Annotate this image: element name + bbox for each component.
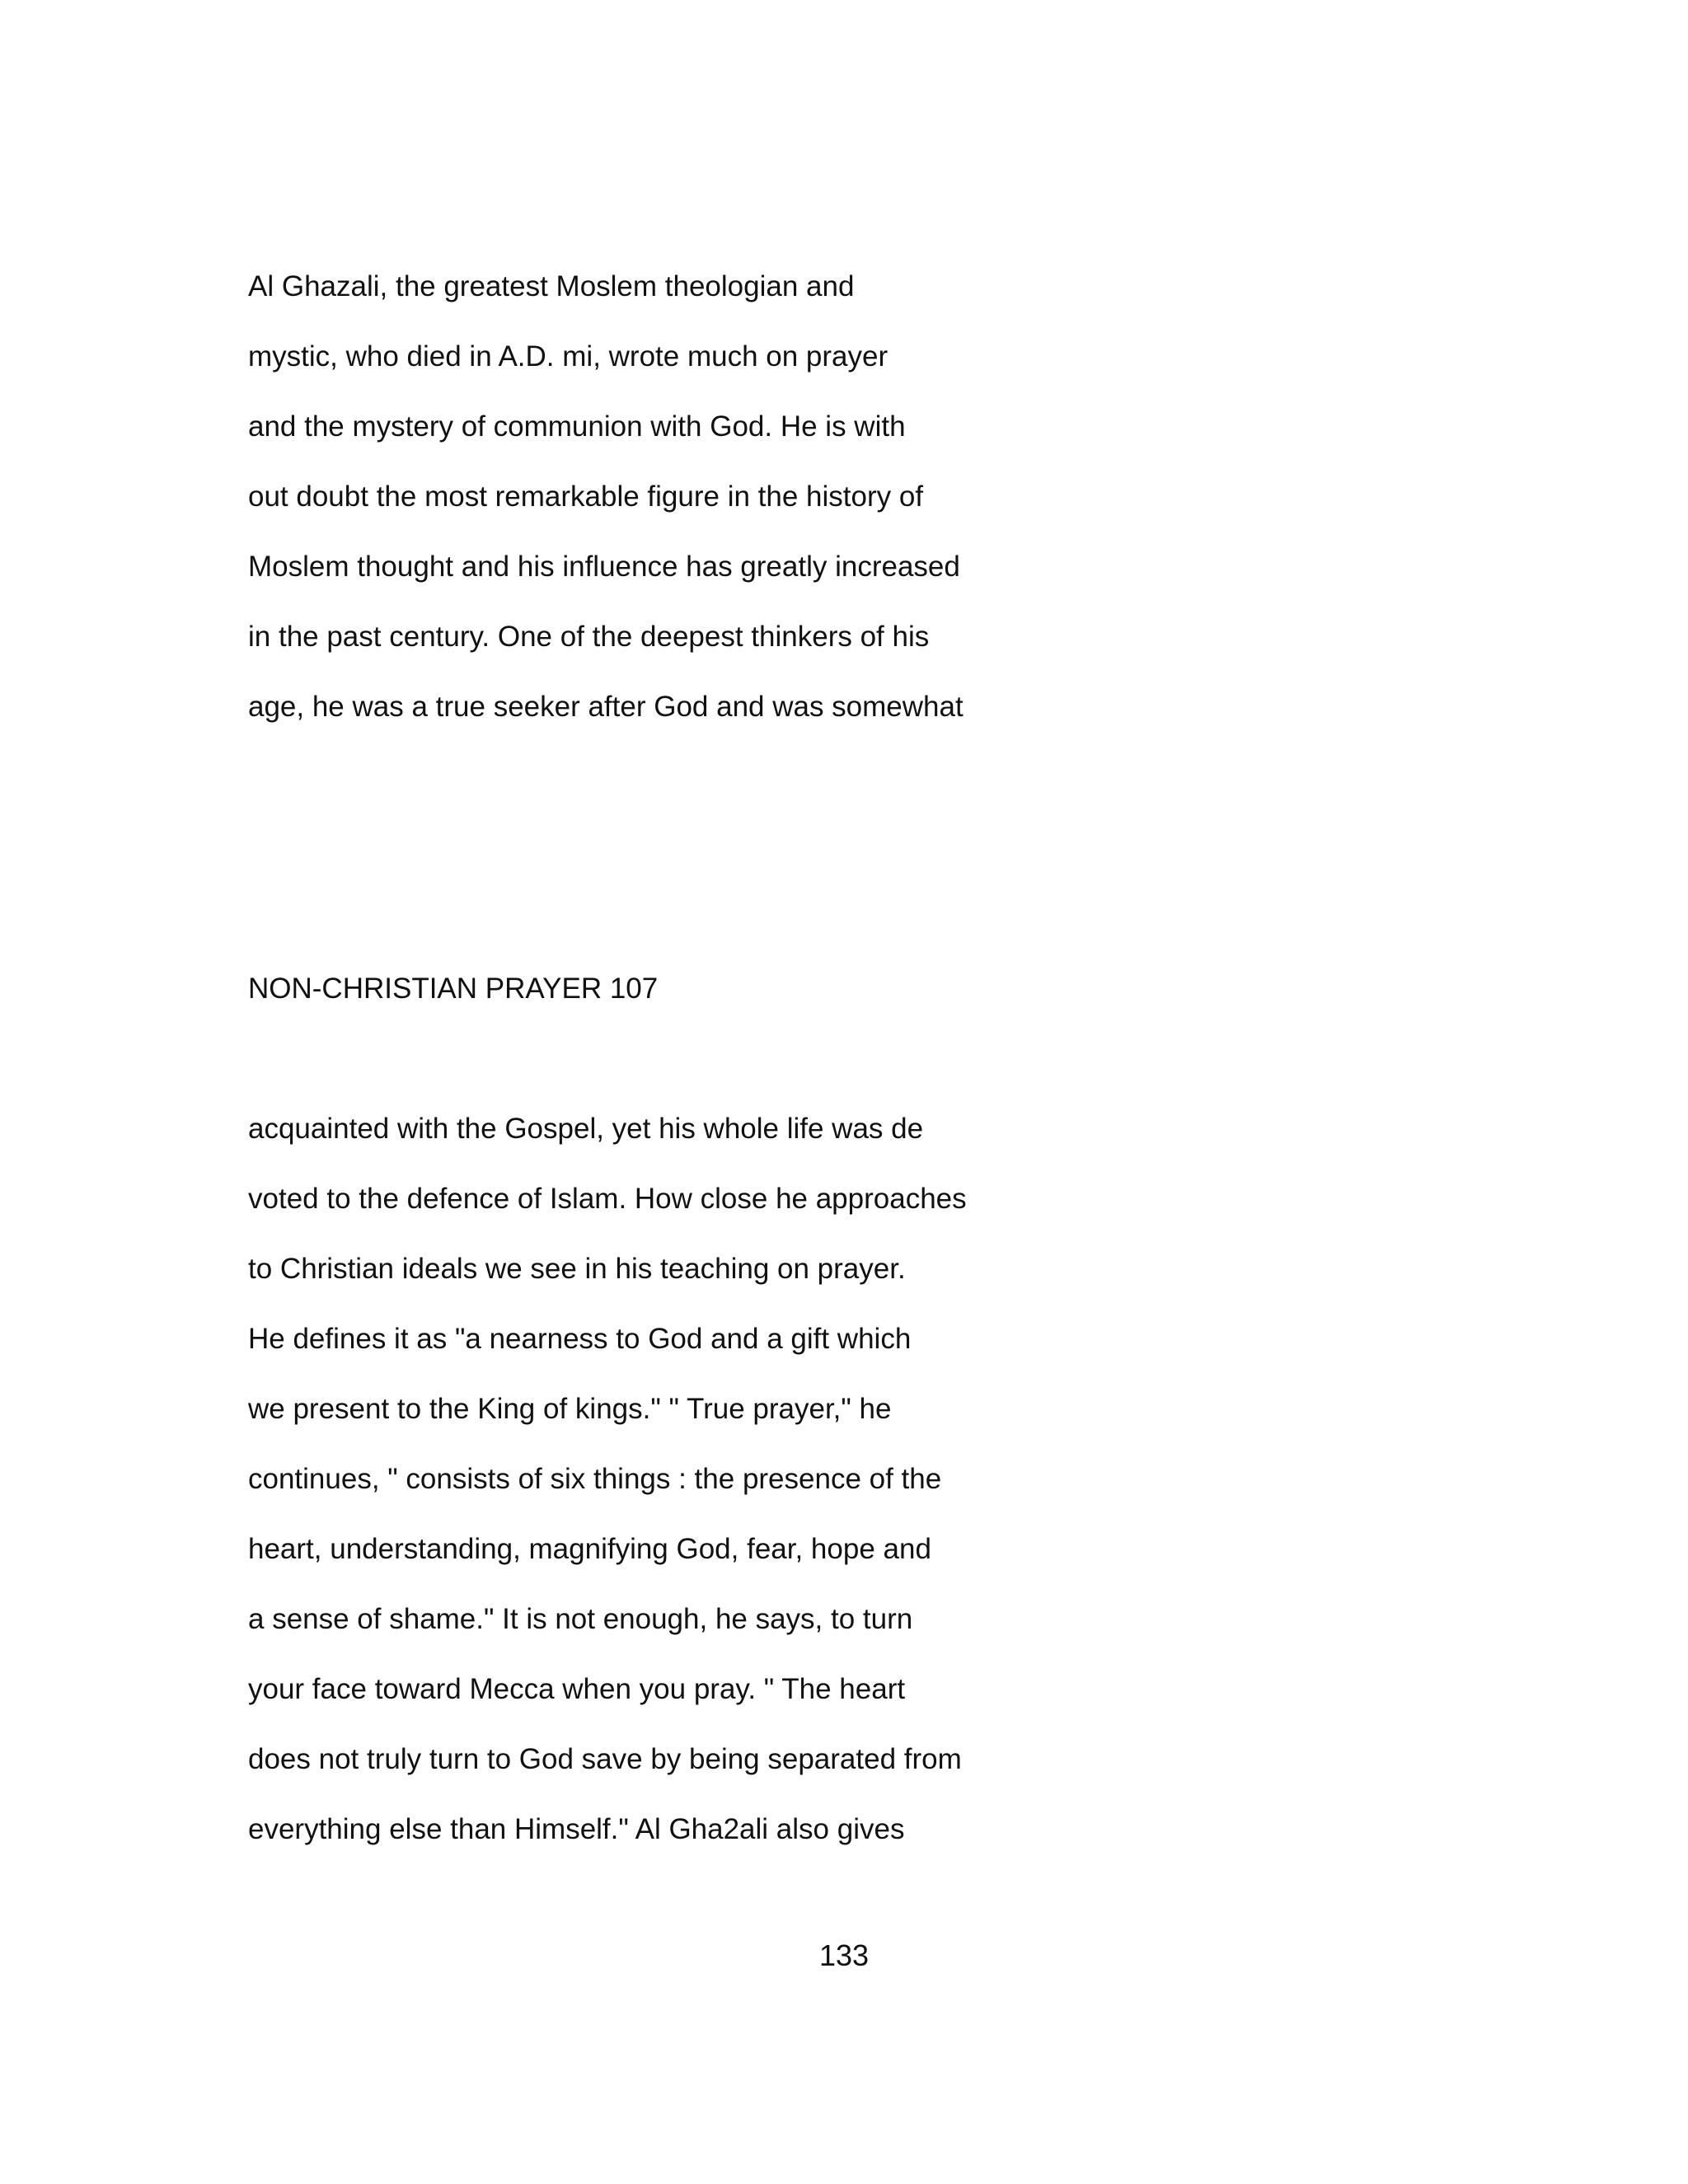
text-line: Al Ghazali, the greatest Moslem theologian and (248, 270, 855, 302)
text-line: heart, understanding, magnifying God, fear, hope and (248, 1533, 931, 1565)
text-line: continues, " consists of six things : the presence of the (248, 1463, 942, 1495)
text-line: Moslem thought and his influence has greatly increased (248, 551, 960, 583)
text-line: He defines it as "a nearness to God and a gift which (248, 1323, 912, 1355)
text-line: does not truly turn to God save by being separated from (248, 1743, 962, 1775)
text-line: mystic, who died in A.D. mi, wrote much on prayer (248, 340, 889, 373)
page-number: 133 (818, 1938, 870, 1972)
text-line: voted to the defence of Islam. How close he approaches (248, 1183, 967, 1215)
text-line: to Christian ideals we see in his teaching on prayer. (248, 1253, 906, 1285)
text-line: your face toward Mecca when you pray. " The heart (248, 1673, 906, 1705)
text-line: in the past century. One of the deepest thinkers of his (248, 621, 930, 653)
running-header: NON-CHRISTIAN PRAYER 107 (248, 972, 659, 1005)
text-line: acquainted with the Gospel, yet his whole life was de (248, 1113, 924, 1145)
text-line: a sense of shame." It is not enough, he says, to turn (248, 1603, 913, 1635)
text-line: age, he was a true seeker after God and was somewhat (248, 691, 964, 723)
text-line: everything else than Himself." Al Gha2ali also gives (248, 1813, 905, 1845)
text-line: we present to the King of kings." " True prayer," he (248, 1393, 892, 1425)
text-line: out doubt the most remarkable figure in the history of (248, 480, 924, 513)
text-line: and the mystery of communion with God. He is with (248, 410, 906, 443)
